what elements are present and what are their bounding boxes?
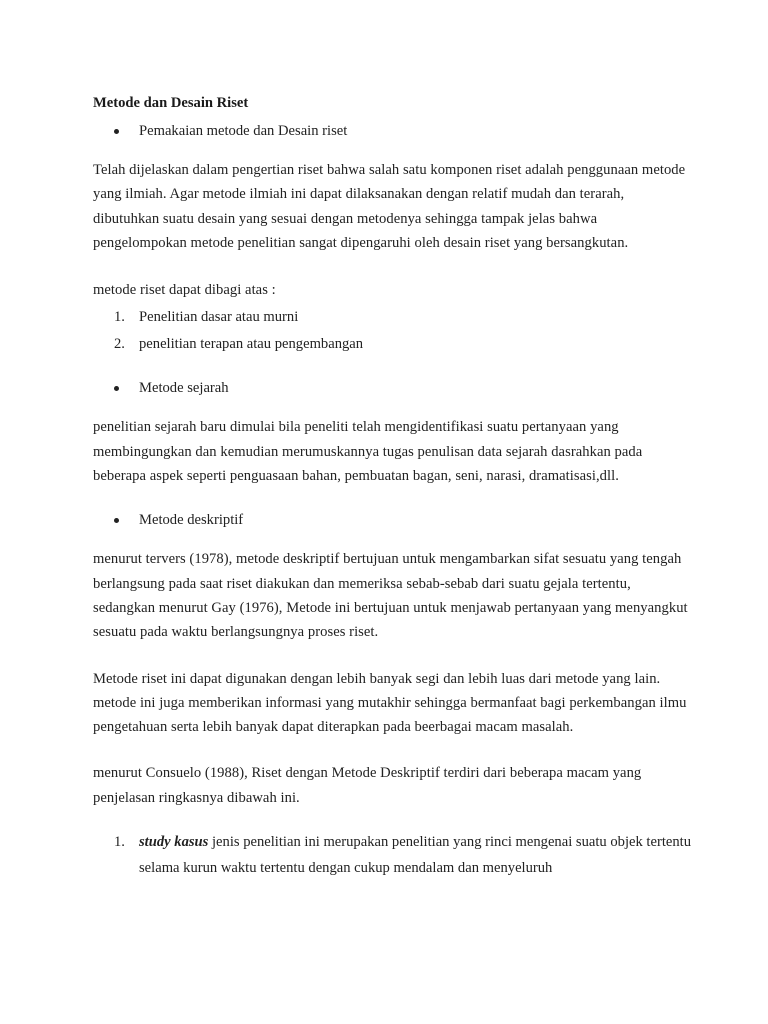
item-number: 1. xyxy=(114,834,125,851)
numbered-item xyxy=(93,333,693,355)
bullet-item xyxy=(93,120,693,142)
item-number: 2. xyxy=(114,336,125,353)
bullet-item xyxy=(93,377,693,399)
item-text: jenis penelitian ini merupakan penelitian yang rinci mengenai suatu objek tertentu selama kurun waktu tertentu dengan cukup mendalam dan menyeluruh xyxy=(139,834,691,877)
bullet-icon xyxy=(114,518,119,523)
document-heading: Metode dan Desain Riset xyxy=(93,95,249,111)
paragraph: menurut Consuelo (1988), Riset dengan Metode Deskriptif terdiri dari beberapa macam yang penjelasan ringkasnya dibawah ini. xyxy=(93,765,642,806)
numbered-item xyxy=(93,306,693,328)
bullet-text: Pemakaian metode dan Desain riset xyxy=(139,123,348,139)
paragraph: Telah dijelaskan dalam pengertian riset bahwa salah satu komponen riset adalah penggunaan metode yang ilmiah. Agar metode ilmiah ini dapat dilaksanakan dengan relatif mudah dan terarah, dibutuhkan suatu desain yang sesuai dengan metodenya sehingga tampak jelas bahwa pengelompokan metode penelitian sangat dipengaruhi oleh desain riset yang bersangkutan. xyxy=(93,162,686,251)
item-term: study kasus xyxy=(139,834,209,851)
bullet-text: Metode deskriptif xyxy=(139,512,244,529)
paragraph: Metode riset ini dapat digunakan dengan lebih banyak segi dan lebih luas dari metode yang lain. metode ini juga memberikan informasi yang mutakhir sehingga bermanfaat bagi perkembangan ilmu pengetahuan serta lebih banyak dapat diterapkan pada beerbagai macam masalah. xyxy=(93,670,687,736)
item-text: penelitian terapan atau pengembangan xyxy=(139,336,364,353)
item-text: Penelitian dasar atau murni xyxy=(139,309,299,326)
bullet-icon xyxy=(114,386,119,391)
document-page xyxy=(93,92,693,881)
item-number: 1. xyxy=(114,309,125,326)
bullet-icon xyxy=(114,129,119,134)
bullet-item xyxy=(93,509,693,531)
paragraph: metode riset dapat dibagi atas : xyxy=(93,282,276,299)
bullet-text: Metode sejarah xyxy=(139,380,229,397)
numbered-item xyxy=(93,829,693,881)
paragraph: penelitian sejarah baru dimulai bila peneliti telah mengidentifikasi suatu pertanyaan yang membingungkan dan kemudian merumuskannya tugas penulisan data sejarah dasrahkan pada beberapa aspek seperti penguasaan bahan, pembuatan bagan, seni, narasi, dramatisasi,dll. xyxy=(93,419,643,485)
paragraph: menurut tervers (1978), metode deskriptif bertujuan untuk mengambarkan sifat sesuatu yang tengah berlangsung pada saat riset diakukan dan memeriksa sebab-sebab dari suatu gejala tertentu, sedangkan menurut Gay (1976), Metode ini bertujuan untuk menjawab pertanyaan yang menyangkut sesuatu pada waktu berlangsungnya proses riset. xyxy=(93,551,688,641)
